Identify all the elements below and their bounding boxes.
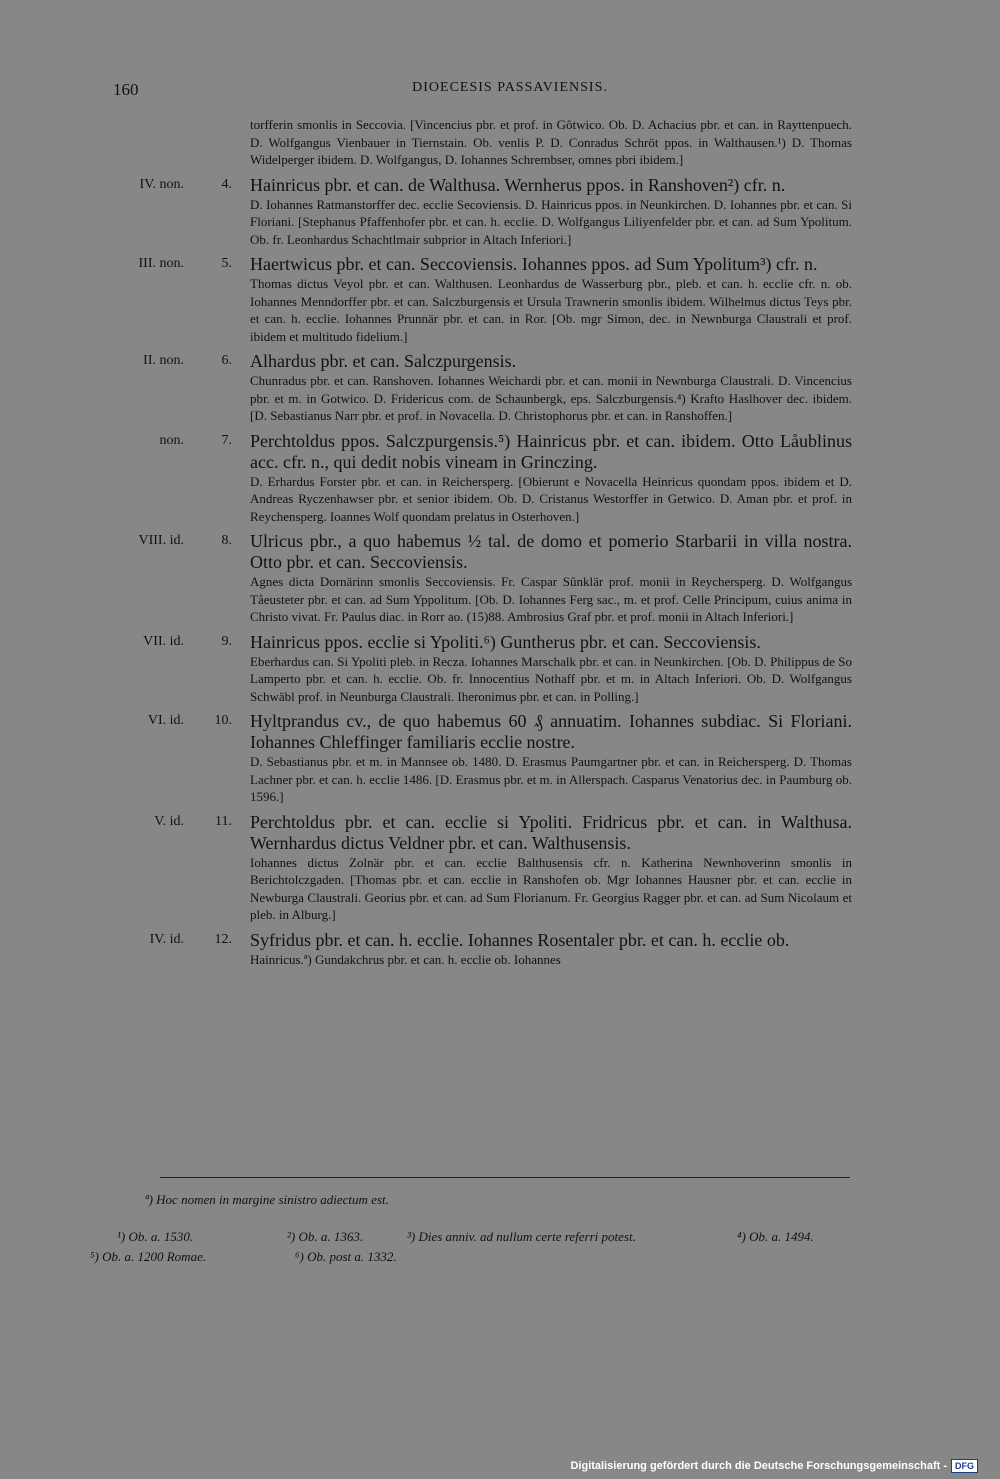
footnote-3: ³) Dies anniv. ad nullum certe referri potest. — [407, 1229, 636, 1244]
footnote-4: ⁴) Ob. a. 1494. — [737, 1229, 814, 1244]
entry — [100, 711, 860, 806]
entry-number: 8. — [221, 533, 232, 548]
entry-number: 5. — [221, 256, 232, 271]
entry — [100, 254, 860, 345]
entry-text: Iohannes dictus Zolnär pbr. et can. ecclie Balthusensis cfr. n. Katherina Newnhoverinn smonlis in Berichtolczgaden. [Thomas pbr. et can. ecclie in Ranshofen ob. Mgr Iohannes Hausner pbr. et can. ecclie in Newburga Claustrali. Georius pbr. et can. ad Sum Florianum. Fr. Georgius Ragger pbr. et can. ad Sum Nicolaum et pleb. in Alburg.] — [250, 854, 852, 922]
calendar-entries — [100, 116, 860, 974]
footnote-rule — [160, 1177, 850, 1178]
digitization-credit — [570, 1459, 978, 1473]
entry — [100, 812, 860, 924]
entry-date: IV. non. — [139, 176, 184, 192]
entry-date: V. id. — [154, 813, 184, 829]
entry-date: IV. id. — [149, 931, 184, 947]
entry-date: non. — [159, 432, 184, 448]
entry-number: 9. — [221, 633, 232, 649]
credit-text: Digitalisierung gefördert durch die Deutsche Forschungsgemeinschaft - — [570, 1460, 947, 1472]
entry — [100, 175, 860, 249]
entry-head: Haertwicus pbr. et can. Seccoviensis. Iohannes ppos. ad Sum Ypolitum³) cfr. n. — [250, 254, 818, 274]
entry-head: Hainricus ppos. ecclie si Ypoliti.⁶) Guntherus pbr. et can. Seccoviensis. — [250, 631, 761, 652]
entry-head: Perchtoldus pbr. et can. ecclie si Ypoliti. Fridricus pbr. et can. in Walthusa. Wernhardus dictus Veldner pbr. et can. Walthusensis. — [250, 811, 852, 853]
page-number: 160 — [113, 80, 139, 99]
entry — [100, 632, 860, 706]
entry-date: VIII. id. — [138, 533, 184, 548]
running-head: DIOECESIS PASSAVIENSIS. — [412, 80, 608, 95]
entry-text: D. Iohannes Ratmanstorffer dec. ecclie Secoviensis. D. Hainricus ppos. in Neunkirchen. D. Iohannes pbr. et can. Si Floriani. [Stephanus Pfaffenhofer pbr. et can. h. ecclie. D. Wolfgangus Liliyenfelder pbr. et can. ad Sum Ypolitum. Ob. fr. Leonhardus Schachtlmair subprior in Altach Inferiori.] — [250, 196, 852, 247]
entry-text: Hainricus.ª) Gundakchrus pbr. et can. h. ecclie ob. Iohannes — [250, 951, 561, 967]
footnote-row — [90, 1247, 860, 1267]
entry-text: D. Sebastianus pbr. et m. in Mannsee ob. 1480. D. Erasmus Paumgartner pbr. et can. in Reichersperg. D. Thomas Lachner pbr. et can. h. ecclie 1486. [D. Erasmus pbr. et m. in Allerspach. Casparus Venatorius dec. in Paumburg ob. 1596.] — [250, 754, 852, 804]
footnote-row — [90, 1227, 860, 1247]
entry-text: Eberhardus can. Si Ypoliti pleb. in Recza. Iohannes Marschalk pbr. et can. in Neunkirchen. [Ob. D. Philippus de So Lamperto pbr. et can. h. ecclie. Ob. fr. Innocentius Nothaff pbr. et m. in Altach Inferiori. Ob. D. Wolfgangus Schwäbl prof. in Neunburga Claustrali. Iheronimus pbr. et can. in Polling.] — [250, 653, 852, 704]
entry-head: Alhardus pbr. et can. Salczpurgensis. — [250, 351, 517, 371]
entry-date: III. non. — [138, 256, 184, 271]
entry — [100, 930, 860, 969]
entry-head: Hainricus pbr. et can. de Walthusa. Wernherus ppos. in Ranshoven²) cfr. n. — [250, 174, 786, 195]
entry-text: Thomas dictus Veyol pbr. et can. Walthusen. Leonhardus de Wasserburg pbr., pleb. et can. h. ecclie cfr. n. ob. Iohannes Menndorffer pbr. et can. Salczburgensis et Ursula Trawnerin smonlis ibidem. Wilhelmus dictus Teys pbr. et can. h. ecclie. Iohannes Prunnär pbr. et can. in Ror. [Ob. mgr Simon, dec. in Newnburga Claustrali et prof. ibidem et multitudo fidelium.] — [250, 276, 852, 344]
entry-number: 6. — [221, 353, 232, 368]
entry-number: 11. — [215, 813, 232, 829]
footnotes — [90, 1227, 860, 1267]
entry-number: 10. — [214, 713, 232, 728]
entry — [100, 116, 860, 169]
footnote-a: ª) Hoc nomen in margine sinistro adiectum est. — [145, 1192, 389, 1207]
entry-text: torfferin smonlis in Seccovia. [Vincencius pbr. et prof. in Gôtwico. Ob. D. Achacius pbr. et can. in Rayttenpuech. D. Wolfgangus Vienbauer in Tiernstain. Ob. venlis P. D. Conradus Schröt ppos. in Walthausen.¹) D. Thomas Widelperger ibidem. D. Wolfgangus, D. Iohannes Schrembser, omnes pbri ibidem.] — [250, 117, 852, 167]
footnote-5: ⁵) Ob. a. 1200 Romae. — [90, 1249, 207, 1264]
entry-text: Agnes dicta Dornärinn smonlis Seccoviensis. Fr. Caspar Sûnklär prof. monii in Reychersperg. D. Wolfgangus Tåeusteter pbr. et can. ad Sum Yppolitum. [Ob. D. Iohannes Ferg sac., m. et prof. Celle Principum, cuius anima in Christo vivat. Fr. Paulus diac. in Rorr ao. (15)88. Ambrosius Graf pbr. et prof. monii in Altach Inferiori.] — [250, 574, 852, 624]
entry — [100, 351, 860, 425]
entry-head: Syfridus pbr. et can. h. ecclie. Iohannes Rosentaler pbr. et can. h. ecclie ob. — [250, 929, 790, 950]
entry — [100, 531, 860, 626]
entry-number: 7. — [221, 432, 232, 448]
entry-date: VII. id. — [143, 633, 184, 649]
footnote-2: ²) Ob. a. 1363. — [287, 1229, 364, 1244]
footnote-6: ⁶) Ob. post a. 1332. — [295, 1249, 397, 1264]
entry-number: 12. — [214, 931, 232, 947]
entry-text: Chunradus pbr. et can. Ranshoven. Iohannes Weichardi pbr. et can. monii in Newnburga Claustrali. D. Vincencius pbr. et m. in Gotwico. D. Fridericus com. de Schaunbergk, eps. Salczburgensis.⁴) Krafto Haslhover dec. ibidem. [D. Sebastianus Narr pbr. et prof. in Novacella. D. Christophorus pbr. et can. in Ranshoffen.] — [250, 373, 852, 423]
entry-head: Hyltprandus cv., de quo habemus 60 ₰ annuatim. Iohannes subdiac. Si Floriani. Iohannes Chleffinger familiaris ecclie nostre. — [250, 711, 852, 752]
entry-head: Ulricus pbr., a quo habemus ½ tal. de domo et pomerio Starbarii in villa nostra. Otto pbr. et can. Seccoviensis. — [250, 531, 852, 572]
entry-date: II. non. — [143, 353, 184, 368]
entry-date: VI. id. — [147, 713, 184, 728]
entry — [100, 431, 860, 526]
entry-number: 4. — [221, 176, 232, 192]
footnote-1: ¹) Ob. a. 1530. — [117, 1229, 194, 1244]
dfg-logo: DFG — [951, 1459, 978, 1473]
entry-head: Perchtoldus ppos. Salczpurgensis.⁵) Hainricus pbr. et can. ibidem. Otto Låublinus acc. cfr. n., qui dedit nobis vineam in Grinczing. — [250, 430, 852, 472]
entry-text: D. Erhardus Forster pbr. et can. in Reichersperg. [Obierunt e Novacella Heinricus quondam ppos. ibidem et D. Andreas Ryczenhawser pbr. et senior ibidem. Ob. D. Cristanus Westorffer in Getwico. D. Aman pbr. et prof. in Reychensperg. Ioannes Wolf quondam prelatus in Osterhoven.] — [250, 473, 852, 524]
